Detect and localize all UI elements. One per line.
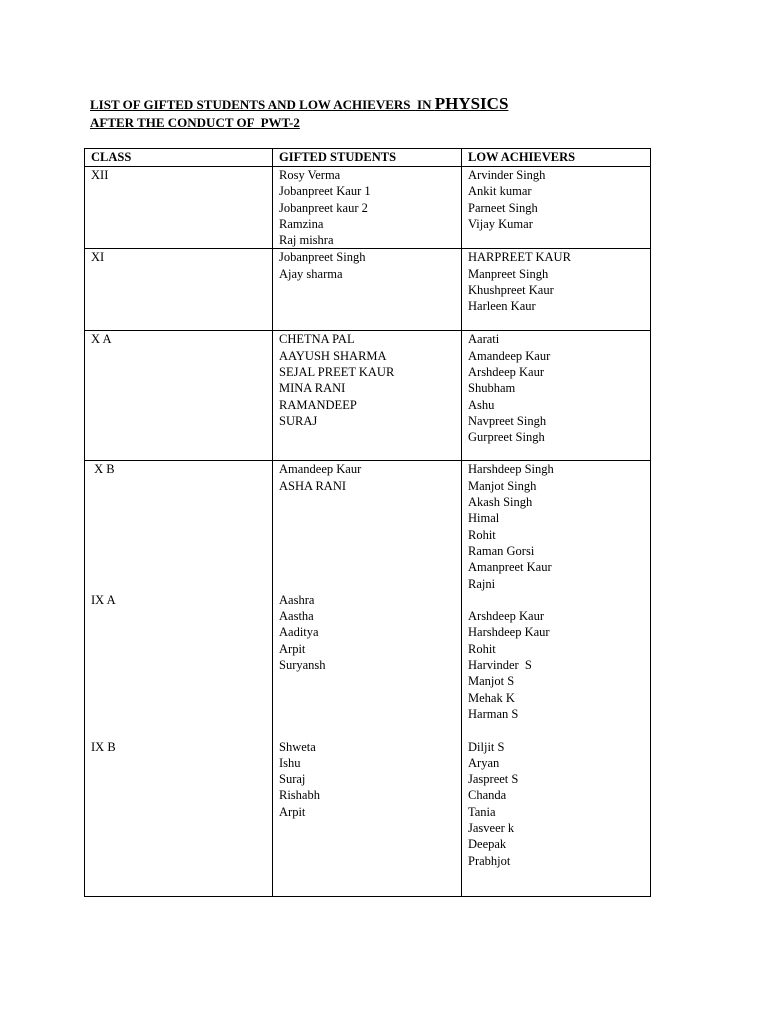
class-label-ixb: IX B: [91, 739, 116, 754]
low-name: Parneet Singh: [468, 200, 538, 215]
header-class: CLASS: [85, 149, 273, 167]
low-name: Himal: [468, 511, 500, 526]
gifted-name: SEJAL PREET KAUR: [279, 365, 395, 380]
low-cell: [462, 461, 651, 897]
table-row: [85, 331, 651, 461]
low-name: Raman Gorsi: [468, 543, 535, 558]
low-name: Arshdeep Kaur: [468, 365, 545, 380]
students-table: [84, 148, 651, 897]
class-label-xb: X B: [91, 462, 115, 477]
gifted-name: Rosy Verma: [279, 168, 341, 182]
class-cell: [85, 461, 273, 897]
page-title: [90, 94, 508, 115]
gifted-cell: [273, 167, 462, 249]
low-name: Ankit kumar: [468, 184, 532, 199]
gifted-name: Aashra: [279, 592, 315, 607]
gifted-cell: [273, 461, 462, 897]
gifted-name: Rishabh: [279, 788, 320, 803]
low-name: Aryan: [468, 755, 500, 770]
low-name: Deepak: [468, 837, 507, 852]
low-name: HARPREET KAUR: [468, 250, 571, 265]
table-header-row: [85, 149, 651, 167]
gifted-name: Amandeep Kaur: [279, 462, 362, 477]
low-name: Shubham: [468, 381, 516, 396]
low-name: Chanda: [468, 788, 507, 803]
gifted-name: RAMANDEEP: [279, 397, 357, 412]
title-prefix: LIST OF GIFTED STUDENTS AND LOW ACHIEVERS IN: [90, 97, 435, 112]
gifted-cell: [273, 331, 462, 461]
low-name: Amanpreet Kaur: [468, 560, 552, 575]
low-name: Gurpreet Singh: [468, 430, 545, 445]
low-name: Diljit S: [468, 739, 505, 754]
gifted-name: CHETNA PAL: [279, 332, 355, 347]
gifted-name: Shweta: [279, 739, 316, 754]
low-name: Harman S: [468, 706, 519, 721]
gifted-name: MINA RANI: [279, 381, 346, 396]
gifted-name: SURAJ: [279, 413, 318, 428]
class-cell: XI: [85, 249, 273, 331]
low-name: Akash Singh: [468, 495, 533, 510]
low-name: Rajni: [468, 576, 496, 591]
gifted-cell: [273, 249, 462, 331]
low-name: Rohit: [468, 641, 496, 656]
low-name: Mehak K: [468, 690, 515, 705]
header-gifted: GIFTED STUDENTS: [273, 149, 462, 167]
gifted-name: Suraj: [279, 772, 306, 787]
low-name: Navpreet Singh: [468, 413, 547, 428]
low-name: Harshdeep Kaur: [468, 625, 550, 640]
low-cell: [462, 167, 651, 249]
class-cell: X A: [85, 331, 273, 461]
low-name: Arvinder Singh: [468, 168, 546, 182]
low-name: Harleen Kaur: [468, 299, 536, 314]
low-name: Jasveer k: [468, 821, 515, 836]
low-name: Aarati: [468, 332, 500, 347]
low-name: Khushpreet Kaur: [468, 283, 554, 298]
gifted-name: Ramzina: [279, 216, 324, 231]
low-name: Manpreet Singh: [468, 266, 549, 281]
low-name: Rohit: [468, 527, 496, 542]
gifted-name: Aaditya: [279, 625, 319, 640]
low-name: Manjot Singh: [468, 478, 537, 493]
gifted-name: AAYUSH SHARMA: [279, 348, 387, 363]
gifted-name: Arpit: [279, 641, 306, 656]
page-subtitle: AFTER THE CONDUCT OF PWT-2: [90, 115, 300, 130]
class-cell: XII: [85, 167, 273, 249]
gifted-name: ASHA RANI: [279, 478, 347, 493]
low-name: Amandeep Kaur: [468, 348, 551, 363]
low-name: Harshdeep Singh: [468, 462, 554, 477]
low-name: Ashu: [468, 397, 495, 412]
low-name: Harvinder S: [468, 658, 532, 673]
gifted-name: Ajay sharma: [279, 266, 343, 281]
low-cell: [462, 249, 651, 331]
gifted-name: Ishu: [279, 755, 301, 770]
low-name: Tania: [468, 804, 496, 819]
table-row: [85, 461, 651, 897]
low-name: Prabhjot: [468, 853, 511, 868]
low-name: Vijay Kumar: [468, 216, 533, 231]
gifted-name: Arpit: [279, 804, 306, 819]
gifted-name: Raj mishra: [279, 233, 334, 248]
gifted-name: Jobanpreet Singh: [279, 250, 366, 265]
gifted-name: Jobanpreet kaur 2: [279, 200, 368, 215]
gifted-name: Jobanpreet Kaur 1: [279, 184, 371, 199]
header-low: LOW ACHIEVERS: [462, 149, 651, 167]
gifted-name: Aastha: [279, 609, 314, 624]
table-row: [85, 249, 651, 331]
low-name: Jaspreet S: [468, 772, 519, 787]
class-label-ixa: IX A: [91, 592, 116, 607]
low-name: Arshdeep Kaur: [468, 609, 545, 624]
low-cell: [462, 331, 651, 461]
gifted-name: Suryansh: [279, 658, 326, 673]
title-subject: PHYSICS: [434, 94, 509, 113]
table-row: [85, 167, 651, 249]
low-name: Manjot S: [468, 674, 515, 689]
